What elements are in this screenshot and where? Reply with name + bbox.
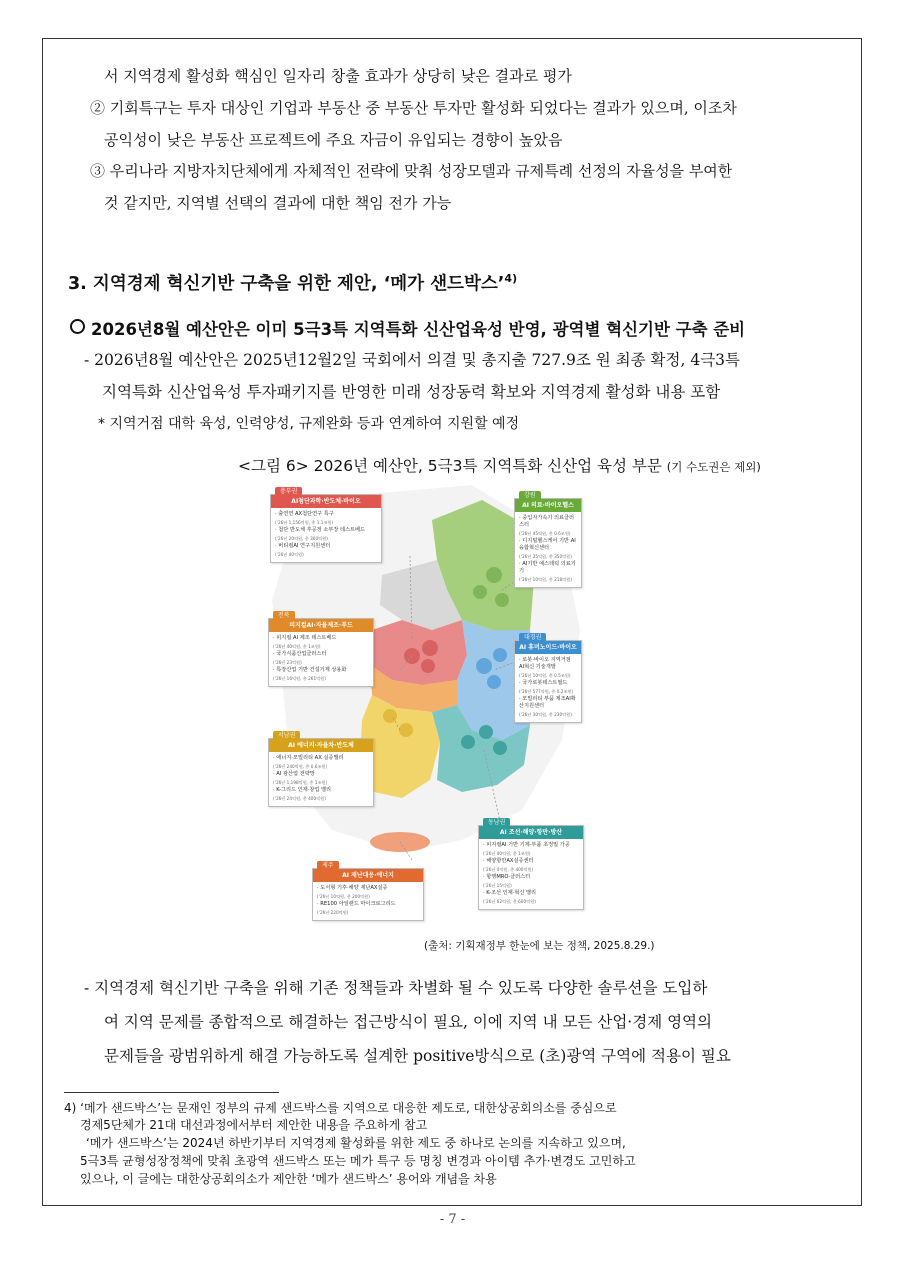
region-item-note: (‘26년 24억원, 총 400억원) [273, 796, 326, 801]
region-card-jeonbuk [268, 612, 374, 687]
region-item-note: (‘26년 10억원, 총 200억원) [317, 894, 370, 899]
closing-line-3: 문제들을 광범위하게 해결 가능하도록 설계한 positive방식으로 (초)광역 구역에 적용이 필요 [104, 1047, 731, 1065]
region-tag: 제주 [317, 861, 339, 870]
region-tag: 서남권 [273, 731, 300, 740]
bullet-heading: 2026년8월 예산안은 이미 5극3특 지역특화 신산업육성 반영, 광역별 혁신기반 구축 준비 [70, 316, 745, 340]
region-title: 피지컬AI·자율제조·푸드 [269, 619, 373, 632]
region-item: · 중입자가속기 의료클러스터 [519, 515, 575, 528]
region-tag: 전북 [273, 611, 295, 620]
footnote-line-5: 있으나, 이 글에는 대한상공회의소가 제안한 ‘메가 샌드박스’ 용어와 개념을 차용 [80, 1172, 497, 1186]
region-item: · 피지컬 AI 제조 테스트베드 [273, 635, 337, 641]
region-item-note: (‘26년 15억원) [483, 883, 512, 888]
region-tag: 대경권 [519, 633, 546, 642]
region-item-note: (‘26년 40억원) [275, 552, 304, 557]
region-title: AI 휴머노이드·바이오 [515, 641, 581, 654]
region-title: AI 의료·바이오헬스 [515, 499, 581, 512]
region-card-gangwon [514, 492, 582, 588]
figure-source: (출처: 기획재정부 한눈에 보는 정책, 2025.8.29.) [424, 940, 655, 952]
region-item: · 디지털헬스케어 기반 AI융합혁신센터 [519, 538, 576, 551]
region-item-note: (‘26년 220억원) [317, 910, 349, 915]
region-item-note: (‘26년 1,156억원, 총 1.1조원) [275, 520, 334, 525]
region-item: · 국가식품산업클러스터 [273, 651, 327, 657]
region-title: AI 조선·해양·항만·방산 [479, 826, 583, 839]
region-item: · 출연연 AX첨단연구 특구 [275, 511, 334, 517]
region-item-note: (‘26년 62억원, 총 600억원) [483, 899, 536, 904]
region-item-note: (‘26년 40억원, 총 1조원) [273, 644, 321, 649]
region-tag: 동남권 [483, 818, 510, 827]
footnote-divider [64, 1092, 279, 1093]
region-item: · 국가로봇테스트필드 [519, 680, 568, 686]
region-item: · AI기반 예스테틱 의료기기 [519, 561, 576, 574]
region-item: · 해양항만AX실증센터 [483, 858, 534, 864]
region-item-note: (‘26년 40억원, 총 1조원) [483, 851, 531, 856]
region-item: · AI 광산업 전략망 [273, 771, 315, 777]
intro-item-2: ② 기회특구는 투자 대상인 기업과 부동산 중 부동산 투자만 활성화 되었다는 결과가 있으며, 이조차 [90, 99, 737, 117]
region-item-note: (‘26년 240억원, 총 0.6조원) [273, 764, 328, 769]
region-item-note: (‘26년 20억원, 총 300억원) [275, 536, 328, 541]
dash-item-1: - 2026년8월 예산안은 2025년12월2일 국회에서 의결 및 총지출 727.9조 원 최종 확정, 4극3특 [84, 351, 740, 369]
region-item: · 로봇·바이오 지역거점 AI혁신 기술개발 [519, 657, 571, 670]
region-title: AI 재난대응·에너지 [313, 869, 423, 882]
region-item: · K-조선 인재·혁신 밸리 [483, 890, 537, 896]
region-card-seonam [268, 732, 374, 807]
region-title: AI 에너지·자율차·반도체 [269, 739, 373, 752]
closing-line-2: 여 지역 문제를 종합적으로 해결하는 접근방식이 필요, 이에 지역 내 모든 산업·경제 영역의 [104, 1013, 713, 1031]
circle-bullet-icon [70, 319, 85, 334]
region-item-note: (‘26년 30억원, 총 230억원) [519, 712, 572, 717]
region-item: · 첨단 반도체 후공정 소부장 테스트베드 [275, 527, 366, 533]
footnote-line-2: 경제5단체가 21대 대선과정에서부터 제안한 내용을 주요하게 참고 [80, 1118, 428, 1132]
dash-item-1-cont: 지역특화 신산업육성 투자패키지를 반영한 미래 성장동력 확보와 지역경제 활성화 내용 포함 [102, 383, 721, 401]
region-tag: 충부권 [275, 487, 302, 496]
region-card-chungbu [270, 488, 382, 563]
footnote-line-1: 4) ‘메가 샌드박스’는 문재인 정부의 규제 샌드박스를 지역으로 대응한 제도로, 대한상공회의소를 중심으로 [64, 1101, 617, 1115]
region-title: AI첨단과학·반도체·바이오 [271, 495, 381, 508]
region-item-note: (‘26년 577억원, 총 0.2조원) [519, 689, 574, 694]
region-card-daegyeong [514, 634, 582, 723]
closing-line-1: - 지역경제 혁신기반 구축을 위해 기존 정책들과 차별화 될 수 있도록 다양한 솔루션을 도입하 [84, 979, 708, 997]
footnote-line-3: ‘메가 샌드박스’는 2024년 하반기부터 지역경제 활성화를 위한 제도 중 하나로 논의를 지속하고 있으며, [86, 1136, 626, 1150]
region-item-note: (‘26년 35억원, 총 350억원) [519, 554, 572, 559]
region-item-note: (‘26년 4억원, 총 400억원) [483, 867, 534, 872]
region-item: · RE100 아일랜드 마이크로그리드 [317, 901, 396, 907]
section-3-heading: 3. 지역경제 혁신기반 구축을 위한 제안, ‘메가 샌드박스’$^{4)}$ [68, 272, 518, 294]
region-tag: 강원 [519, 491, 541, 500]
page-number: - 7 - [439, 1212, 466, 1227]
region-item-note: (‘26년 45억원, 총 0.6조원) [519, 531, 571, 536]
region-item: · K-그리드 인재·창업 밸리 [273, 787, 332, 793]
region-item-note: (‘26년 10억원, 총 0.5조원) [519, 673, 571, 678]
star-note: * 지역거점 대학 육성, 인력양성, 규제완화 등과 연계하여 지원할 예정 [98, 416, 520, 432]
region-item-note: (‘26년 16억원, 총 261억원) [273, 676, 326, 681]
region-card-jeju [312, 862, 424, 921]
intro-line-3: 공익성이 낮은 부동산 프로젝트에 주요 자금이 유입되는 경향이 높았음 [104, 131, 563, 149]
footnote-line-4: 5극3특 균형성장정책에 맞춰 초광역 샌드박스 또는 메가 특구 등 명칭 변경과 아이템 추가·변경도 고민하고 [80, 1154, 636, 1168]
region-item: · 버티컬AI 연구지원센터 [275, 543, 331, 549]
intro-item-3: ③ 우리나라 지방자치단체에게 자체적인 전략에 맞춰 성장모델과 규제특례 선정의 자율성을 부여한 [90, 162, 733, 180]
region-item: · 특장산업 기반 건설기계 상용화 [273, 667, 347, 673]
region-item: · 에너지·모빌리티 AX 실증밸리 [273, 755, 344, 761]
region-item: · 도서형 기후·해양 재난AX실증 [317, 885, 388, 891]
region-item: · 항행MRO·클러스터 [483, 874, 531, 880]
figure-caption: <그림 6> 2026년 예산안, 5극3특 지역특화 신산업 육성 부문 (기 수도권은 제외) [238, 457, 761, 475]
footnote-ref[interactable]: 4) [504, 272, 518, 286]
intro-line-1: 서 지역경제 활성화 핵심인 일자리 창출 효과가 상당히 낮은 결과로 평가 [104, 67, 572, 85]
intro-line-5: 것 같지만, 지역별 선택의 결과에 대한 책임 전가 가능 [104, 194, 452, 212]
korea-region-map-figure [262, 480, 584, 928]
region-card-dongnam [478, 819, 584, 910]
region-item-note: (‘26년 1,198억원, 총 1조원) [273, 780, 328, 785]
region-item: · 모빌리티 부품 제조AI확산지원센터 [519, 696, 576, 709]
region-item: · 피지컬AI 기반 기계·부품 초정밀 가공 [483, 842, 570, 848]
region-item-note: (‘26년 23억원) [273, 660, 302, 665]
region-item-note: (‘26년 10억원, 총 218억원) [519, 577, 572, 582]
